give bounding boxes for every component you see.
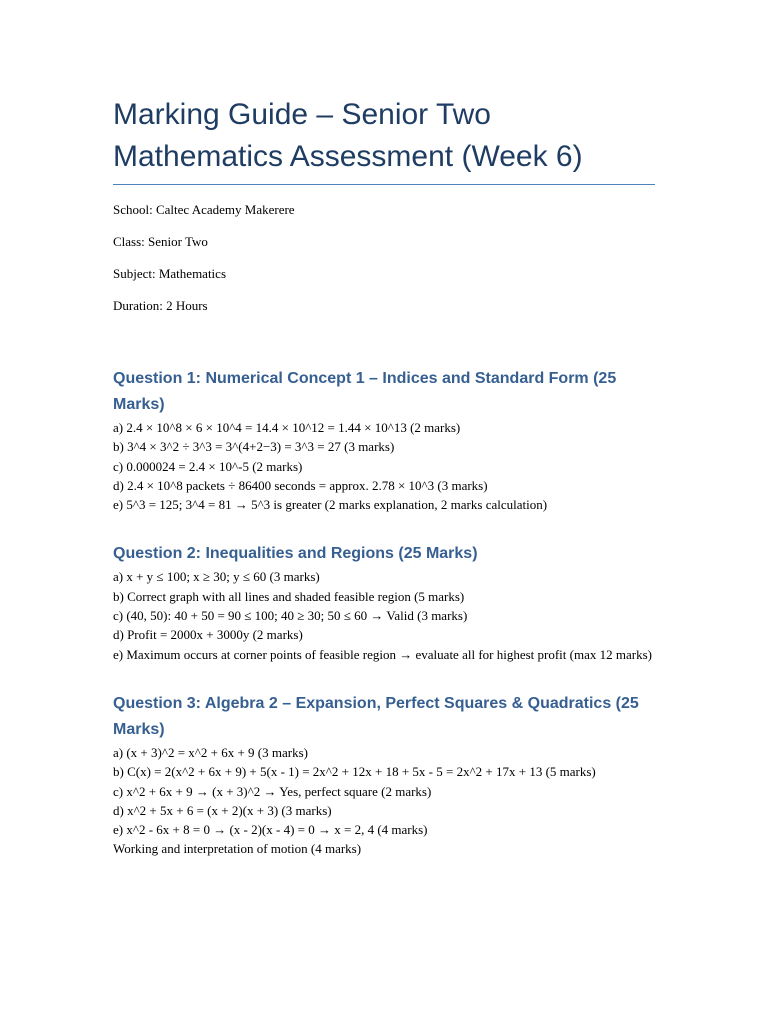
question-2-answer-d: d) Profit = 2000x + 3000y (2 marks): [113, 627, 303, 643]
question-1-answer-a: a) 2.4 × 10^8 × 6 × 10^4 = 14.4 × 10^12 = 1.44 × 10^13 (2 marks): [113, 420, 461, 435]
question-3-answer-working: Working and interpretation of motion (4 marks): [113, 841, 362, 857]
question-2-answer-b: b) Correct graph with all lines and shaded feasible region (5 marks): [113, 588, 465, 604]
class-line: Class: Senior Two: [113, 234, 208, 249]
question-1-section: [113, 366, 655, 514]
question-3-answer-d: d) x^2 + 5x + 6 = (x + 2)(x + 3) (3 marks): [113, 802, 332, 818]
school-line: School: Caltec Academy Makerere: [113, 202, 295, 217]
question-1-answer-d: d) 2.4 × 10^8 packets ÷ 86400 seconds = approx. 2.78 × 10^3 (3 marks): [113, 477, 488, 493]
question-3-answer-e: e) x^2 - 6x + 8 = 0 → (x - 2)(x - 4) = 0 → x = 2, 4 (4 marks): [113, 822, 428, 838]
question-3-answer-b: b) C(x) = 2(x^2 + 6x + 9) + 5(x - 1) = 2x^2 + 12x + 18 + 5x - 5 = 2x^2 + 17x + 13 (5 marks): [113, 764, 596, 780]
question-3-section: [113, 691, 655, 859]
question-1-answer-e: e) 5^3 = 125; 3^4 = 81 → 5^3 is greater (2 marks explanation, 2 marks calculation): [113, 497, 548, 513]
question-2-answer-a: a) x + y ≤ 100; x ≥ 30; y ≤ 60 (3 marks): [113, 569, 320, 585]
question-1-answer-c: c) 0.000024 = 2.4 × 10^-5 (2 marks): [113, 458, 303, 474]
document-page: [113, 94, 655, 859]
question-2-answer-c: c) (40, 50): 40 + 50 = 90 ≤ 100; 40 ≥ 30; 50 ≤ 60 → Valid (3 marks): [113, 608, 468, 624]
question-3-answer-a: a) (x + 3)^2 = x^2 + 6x + 9 (3 marks): [113, 744, 308, 760]
document-meta: [113, 202, 655, 314]
title-line-2: Mathematics Assessment (Week 6): [113, 140, 583, 173]
question-2-answer-e: e) Maximum occurs at corner points of feasible region → evaluate all for highest profit (max 12 marks): [113, 646, 652, 662]
question-3-heading: Question 3: Algebra 2 – Expansion, Perfect Squares & Quadratics (25 Marks): [113, 694, 639, 738]
question-3-answer-c: c) x^2 + 6x + 9 → (x + 3)^2 → Yes, perfect square (2 marks): [113, 783, 432, 799]
duration-line: Duration: 2 Hours: [113, 298, 208, 313]
question-2-heading: Question 2: Inequalities and Regions (25 Marks): [113, 545, 478, 563]
title-line-1: Marking Guide – Senior Two: [113, 98, 491, 131]
question-2-section: [113, 541, 655, 663]
subject-line: Subject: Mathematics: [113, 266, 227, 281]
question-1-heading: Question 1: Numerical Concept 1 – Indices and Standard Form (25 Marks): [113, 370, 617, 413]
question-1-answer-b: b) 3^4 × 3^2 ÷ 3^3 = 3^(4+2−3) = 3^3 = 27 (3 marks): [113, 439, 395, 455]
document-title: [113, 94, 655, 185]
